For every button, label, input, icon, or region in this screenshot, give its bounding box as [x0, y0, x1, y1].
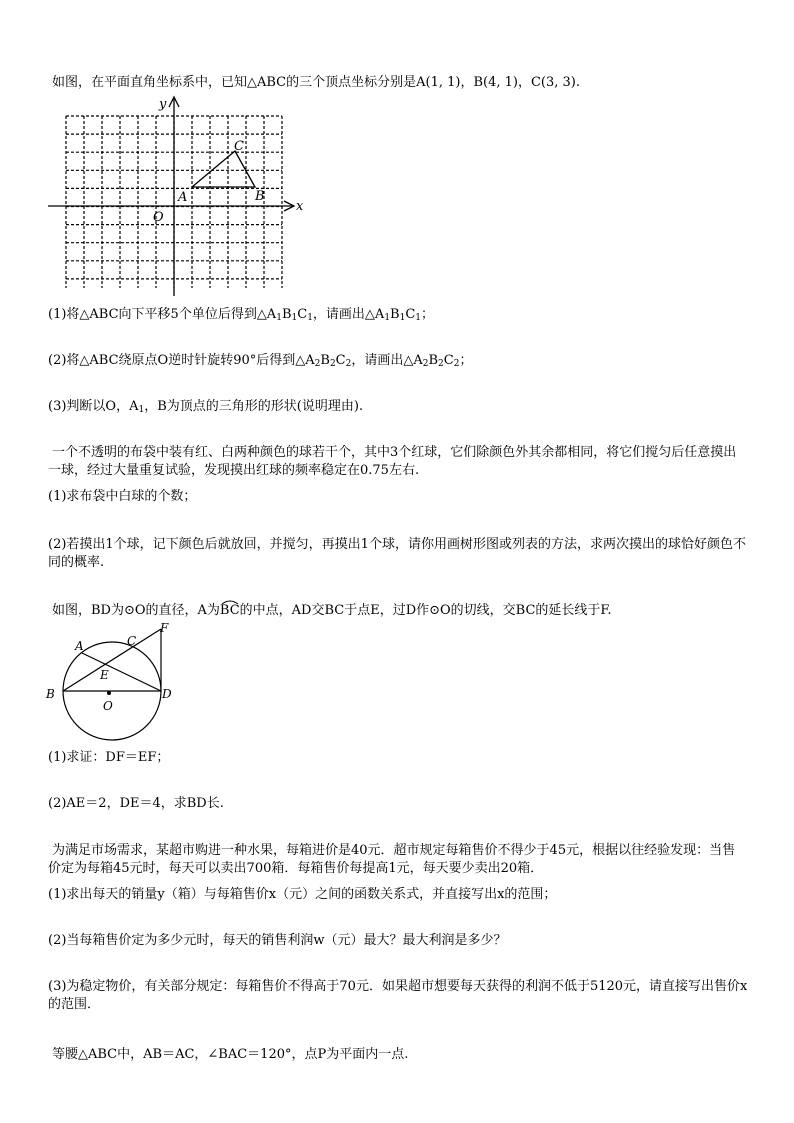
q5-intro: 等腰△ABC中，AB＝AC，∠BAC＝120°，点P为平面内一点. — [52, 1047, 409, 1062]
point-a-label: A — [75, 639, 84, 653]
q2-part2: (2)若摸出1个球，记下颜色后就放回，并搅匀，再摸出1个球，请你用画树形图或列表的方法，求两次摸出的球恰好颜色不同的概率. — [48, 537, 746, 570]
point-o-label: O — [103, 699, 113, 713]
q3-intro: 如图，BD为⊙O的直径，A为BC 的中点，AD交BC于点E，过D作⊙O的切线，交BC的延长线于F. — [52, 602, 612, 620]
q4-part2: (2)当每箱售价定为多少元时，每天的销售利润w（元）最大？最大利润是多少？ — [48, 933, 507, 948]
q4-intro: 为满足市场需求，某超市购进一种水果，每箱进价是40元．超市规定每箱售价不得少于45元，根据以往经验发现：当售价定为每箱45元时，每天可以卖出700箱．每箱售价每提高1元，每天要少卖出20箱． — [48, 843, 736, 876]
point-b-label: B — [255, 189, 265, 204]
point-c-label: C — [234, 139, 244, 154]
q1-part3: (3)判断以O，$A_1$，B为顶点的三角形的形状(说明理由). — [48, 399, 364, 415]
q3-circle-figure — [44, 620, 184, 756]
arc-bc: BC — [220, 602, 240, 620]
q4-part3: (3)为稳定物价，有关部分规定：每箱售价不得高于70元．如果超市想要每天获得的利润不低于5120元，请直接写出售价x的范围． — [48, 979, 748, 1012]
point-f-label: F — [160, 621, 169, 635]
point-a-label: A — [178, 190, 188, 205]
x-axis-label: x — [296, 199, 304, 214]
q1-coordinate-figure — [48, 96, 310, 300]
q2-part1: (1)求布袋中白球的个数； — [48, 489, 197, 504]
point-b-label: B — [46, 687, 55, 701]
q1-part2: (2)将△ABC绕原点O逆时针旋转90°后得到$\triangle A_2B_2C_2$，请画出$\triangle A_2B_2C_2$； — [48, 353, 473, 369]
point-c-label: C — [127, 634, 137, 648]
point-e-label: E — [100, 668, 109, 682]
q1-part1: (1)将△ABC向下平移5个单位后得到$\triangle A_1B_1C_1$，请画出$\triangle A_1B_1C_1$； — [48, 307, 435, 323]
q1-intro: 如图，在平面直角坐标系中，已知△ABC的三个顶点坐标分别是A(1, 1)，B(4, 1)，C(3, 3). — [52, 75, 580, 90]
q2-intro: 一个不透明的布袋中装有红、白两种颜色的球若干个，其中3个红球，它们除颜色外其余都相同，将它们搅匀后任意摸出一球，经过大量重复试验，发现摸出红球的频率稳定在0.75左右. — [48, 445, 737, 478]
y-axis-label: y — [159, 97, 167, 112]
q3-part1: (1)求证：DF＝EF； — [48, 750, 170, 765]
point-d-label: D — [162, 687, 172, 701]
q4-part1: (1)求出每天的销量y（箱）与每箱售价x（元）之间的函数关系式，并直接写出x的范围； — [48, 887, 557, 902]
origin-label: O — [153, 210, 164, 225]
q3-part2: (2)AE＝2，DE＝4，求BD长. — [48, 796, 224, 811]
center-point — [107, 691, 111, 695]
arc-mark-icon — [221, 599, 239, 605]
